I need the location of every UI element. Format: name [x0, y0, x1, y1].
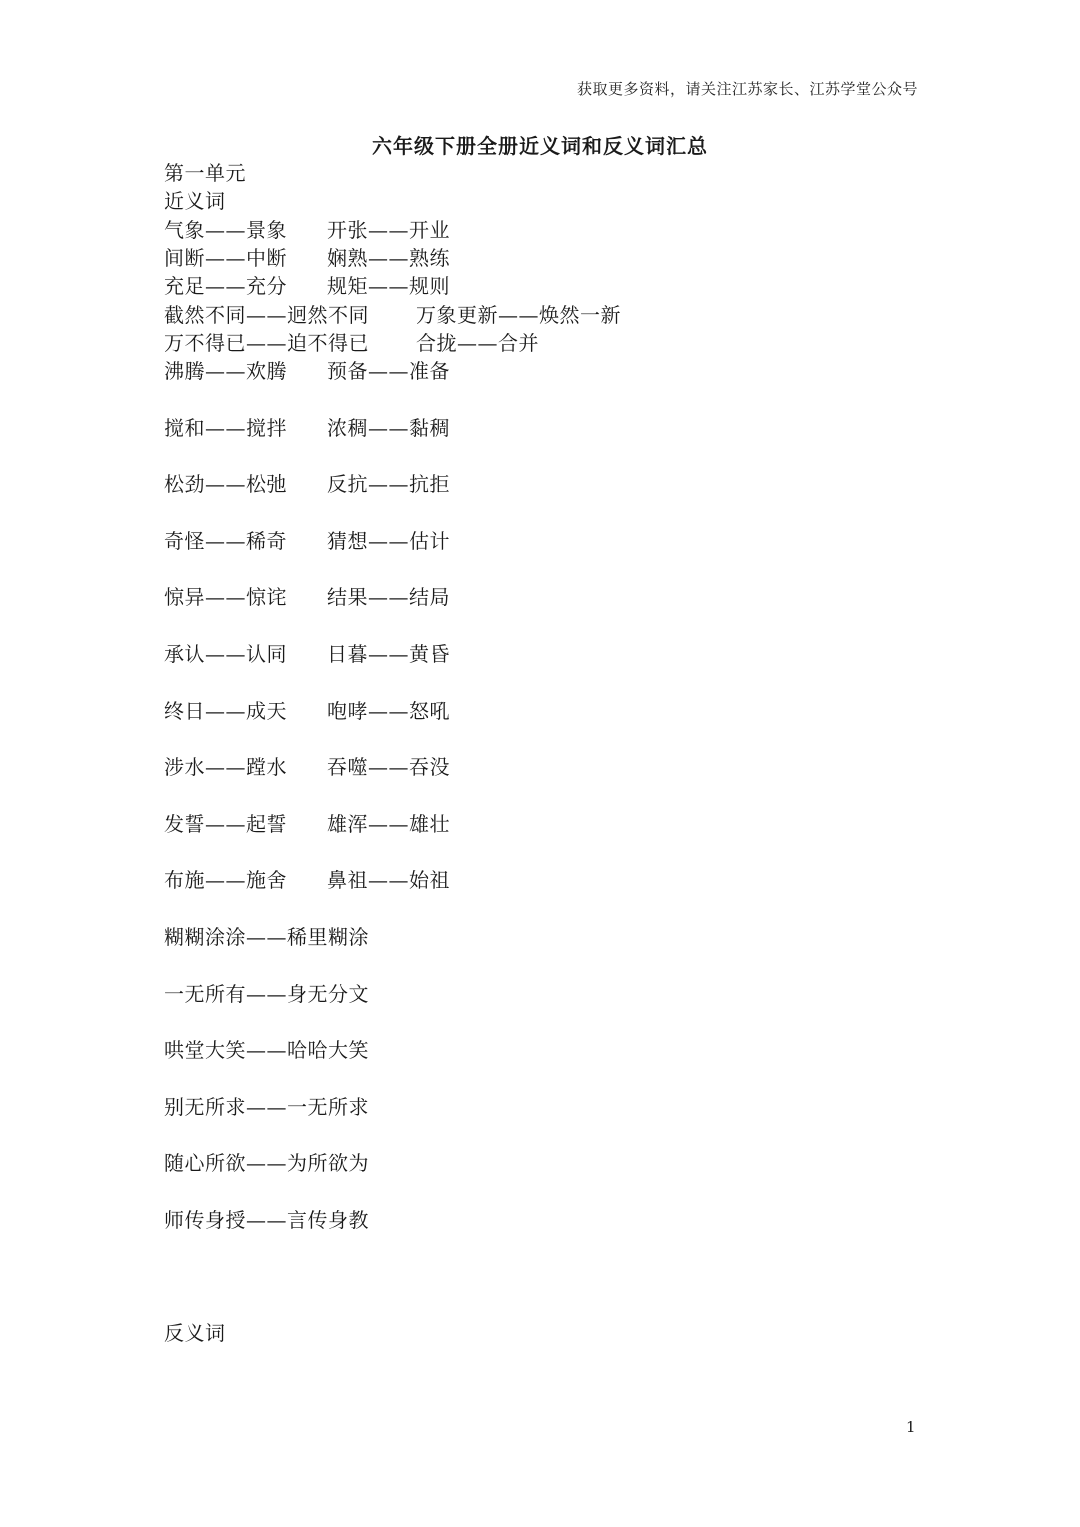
synonyms-heading: 近义词 — [164, 189, 226, 213]
synonym-pair: 娴熟——熟练 — [327, 246, 450, 270]
synonym-row — [164, 216, 450, 244]
synonym-pair: 浓稠——黏稠 — [327, 416, 450, 440]
synonym-pair: 别无所求——一无所求 — [164, 1095, 369, 1119]
synonym-pair: 鼻祖——始祖 — [327, 868, 450, 892]
synonym-row — [164, 866, 450, 894]
synonym-pair: 万不得已——迫不得已 — [164, 331, 369, 355]
synonym-row — [164, 1093, 369, 1121]
synonym-pair: 奇怪——稀奇 — [164, 529, 287, 553]
synonym-pair: 发誓——起誓 — [164, 812, 287, 836]
synonym-pair: 糊糊涂涂——稀里糊涂 — [164, 925, 369, 949]
synonym-row — [164, 810, 450, 838]
synonym-row — [164, 753, 450, 781]
synonym-row — [164, 272, 450, 300]
synonym-pair: 充足——充分 — [164, 274, 287, 298]
synonym-pair: 松劲——松弛 — [164, 472, 287, 496]
synonym-pair: 截然不同——迥然不同 — [164, 303, 369, 327]
header-note: 获取更多资料，请关注江苏家长、江苏学堂公众号 — [576, 80, 918, 98]
synonym-row — [164, 923, 369, 951]
synonym-row — [164, 697, 450, 725]
unit-heading: 第一单元 — [164, 161, 246, 185]
synonym-pair: 雄浑——雄壮 — [327, 812, 450, 836]
synonym-row — [164, 527, 450, 555]
synonym-row — [164, 1036, 369, 1064]
synonym-pair: 随心所欲——为所欲为 — [164, 1151, 369, 1175]
synonym-row — [164, 1206, 369, 1234]
synonym-pair: 布施——施舍 — [164, 868, 287, 892]
synonym-pair: 吞噬——吞没 — [327, 755, 450, 779]
synonym-row — [164, 583, 450, 611]
synonym-pair: 日暮——黄昏 — [327, 642, 450, 666]
synonym-row — [164, 357, 450, 385]
synonym-pair: 搅和——搅拌 — [164, 416, 287, 440]
synonym-row — [164, 329, 539, 357]
synonym-pair: 结果——结局 — [327, 585, 450, 609]
synonym-pair: 预备——准备 — [327, 359, 450, 383]
synonym-pair: 气象——景象 — [164, 218, 287, 242]
synonym-pair: 涉水——蹚水 — [164, 755, 287, 779]
synonym-pair: 间断——中断 — [164, 246, 287, 270]
synonym-row — [164, 980, 369, 1008]
synonym-pair: 一无所有——身无分文 — [164, 982, 369, 1006]
synonym-pair: 万象更新——焕然一新 — [416, 303, 621, 327]
synonym-pair: 猜想——估计 — [327, 529, 450, 553]
document-title: 六年级下册全册近义词和反义词汇总 — [372, 134, 708, 158]
synonym-pair: 惊异——惊诧 — [164, 585, 287, 609]
synonym-pair: 沸腾——欢腾 — [164, 359, 287, 383]
synonym-row — [164, 301, 621, 329]
synonym-pair: 哄堂大笑——哈哈大笑 — [164, 1038, 369, 1062]
page-number: 1 — [906, 1418, 916, 1436]
synonym-pair: 咆哮——怒吼 — [327, 699, 450, 723]
synonym-pair: 反抗——抗拒 — [327, 472, 450, 496]
synonym-row — [164, 1149, 369, 1177]
synonym-row — [164, 470, 450, 498]
synonym-pair: 承认——认同 — [164, 642, 287, 666]
synonym-pair: 师传身授——言传身教 — [164, 1208, 369, 1232]
synonym-row — [164, 414, 450, 442]
synonym-pair: 规矩——规则 — [327, 274, 450, 298]
synonym-row — [164, 244, 450, 272]
antonyms-heading: 反义词 — [164, 1321, 226, 1345]
synonym-row — [164, 640, 450, 668]
synonym-pair: 开张——开业 — [327, 218, 450, 242]
synonym-pair: 终日——成天 — [164, 699, 287, 723]
synonym-pair: 合拢——合并 — [416, 331, 539, 355]
